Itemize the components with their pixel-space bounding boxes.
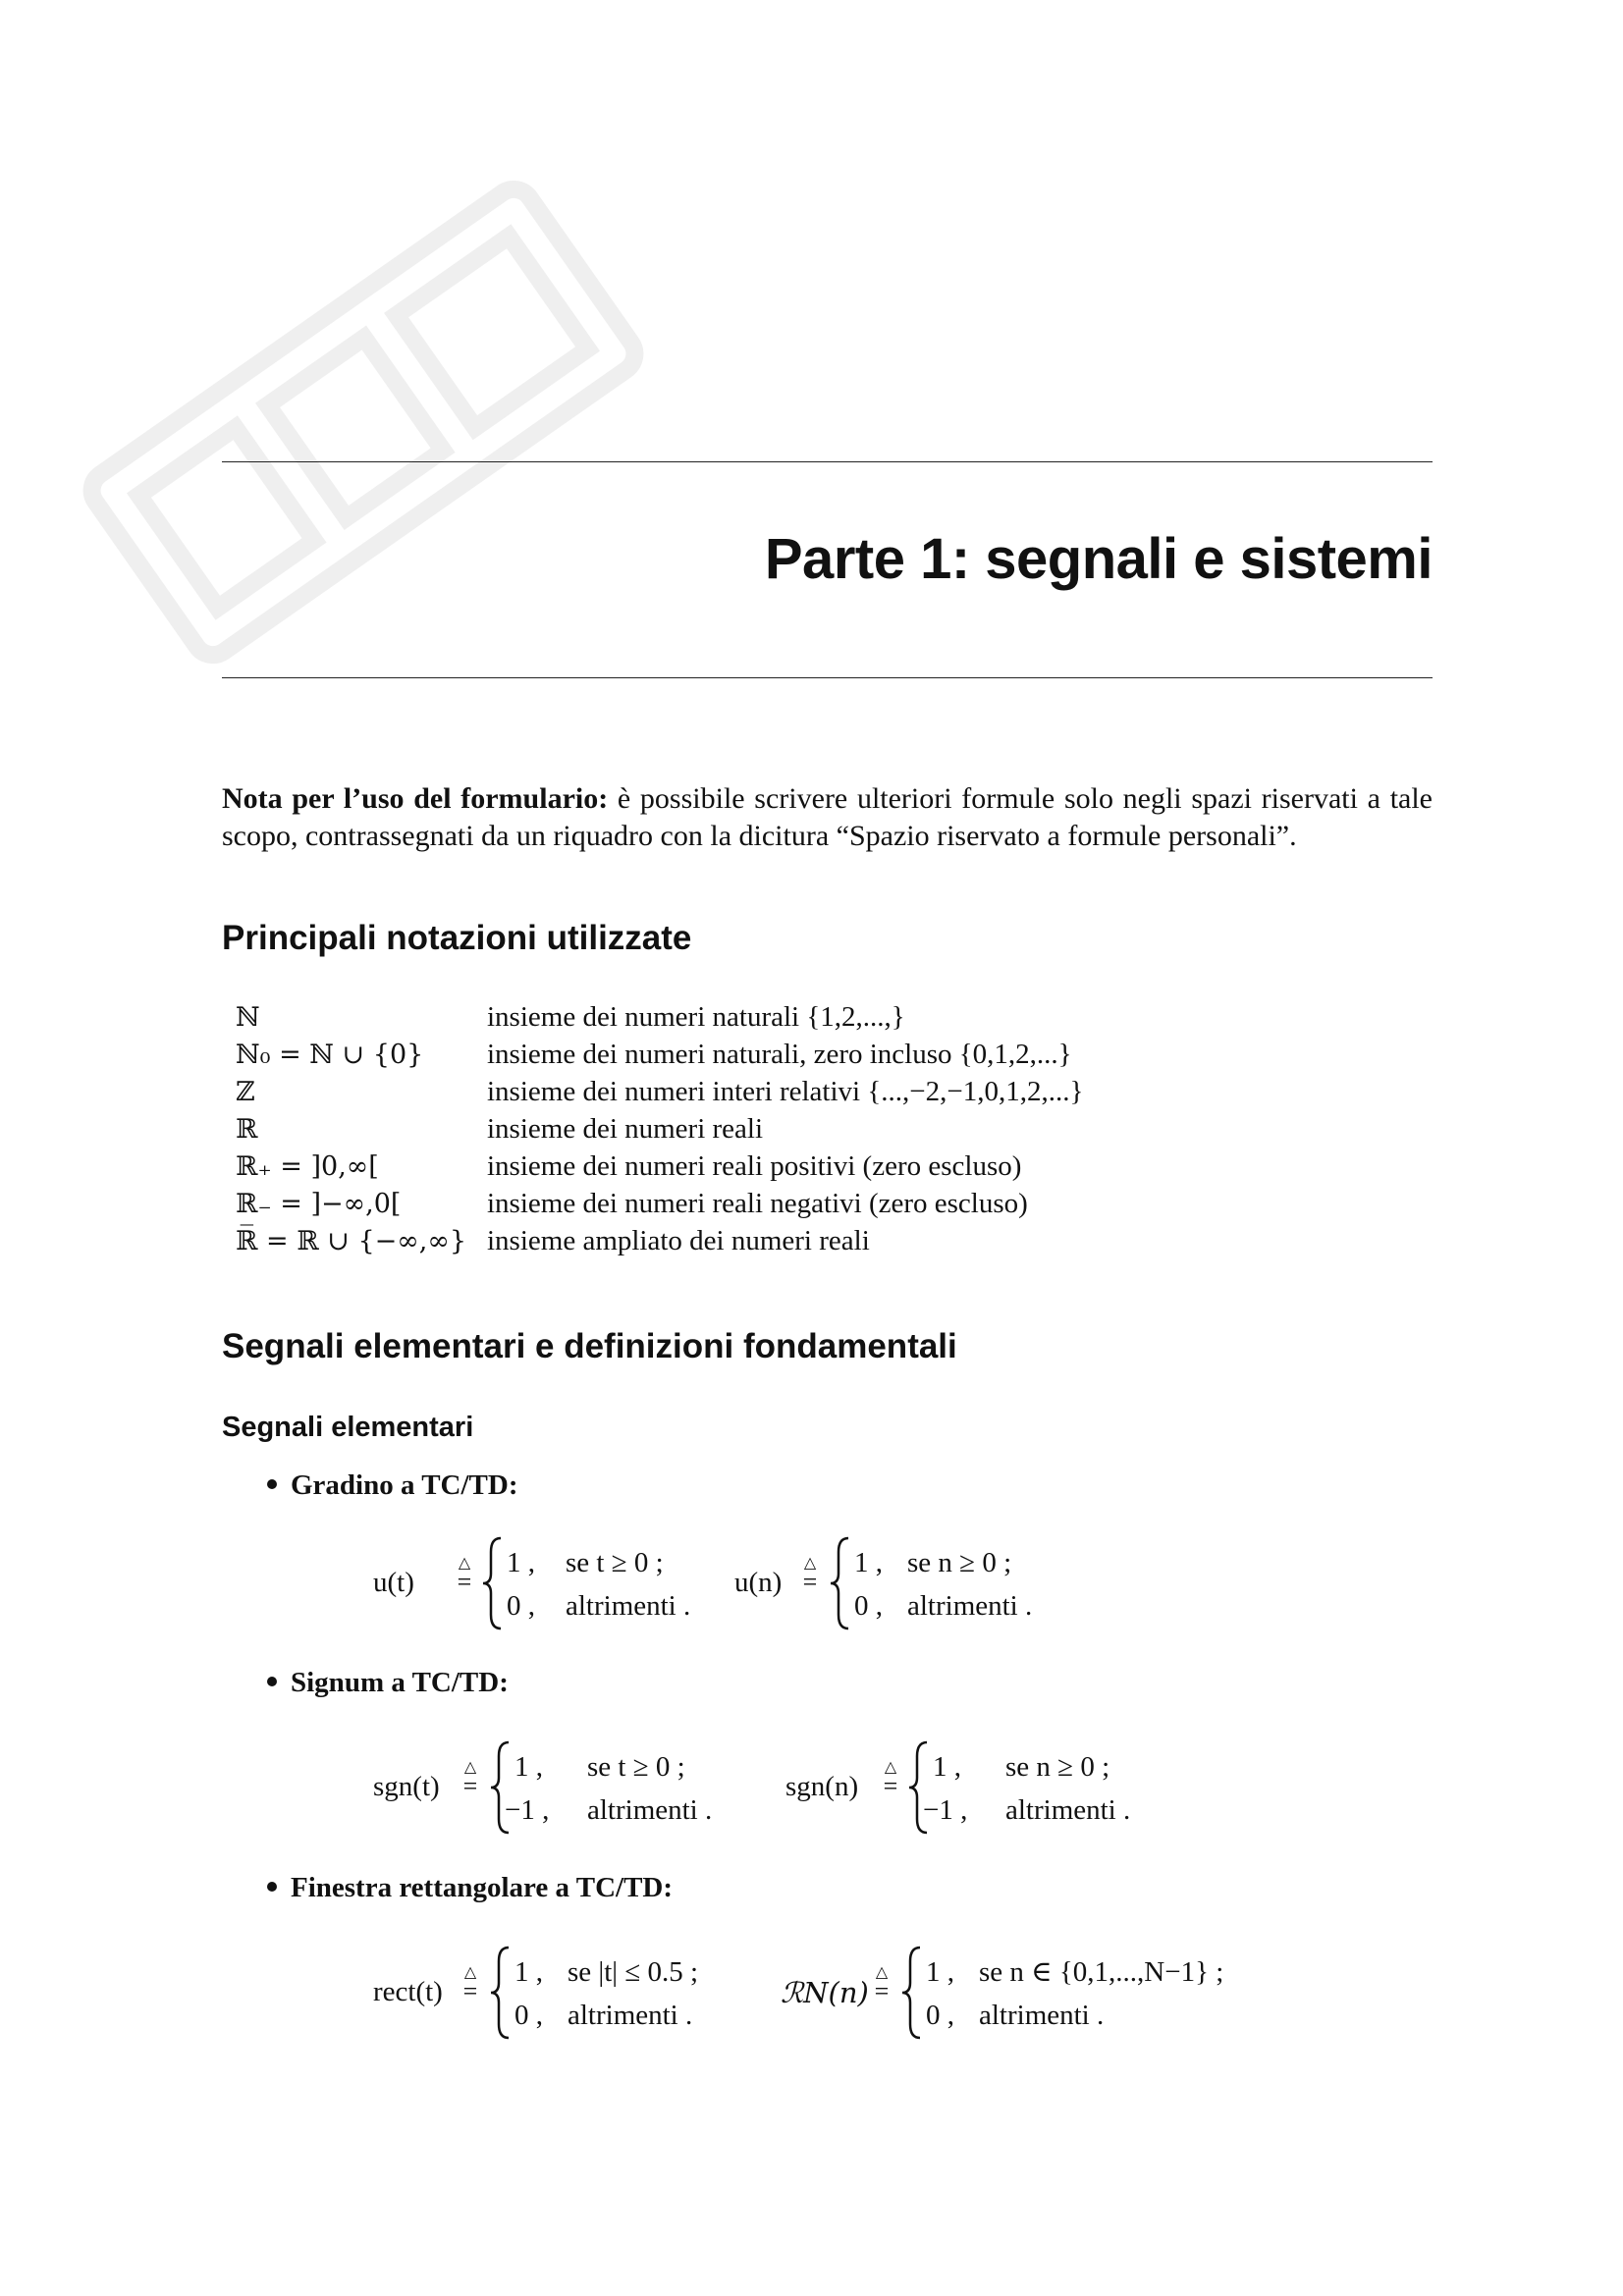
case-condition: altrimenti . bbox=[1005, 1794, 1131, 1826]
case-value: 1 , bbox=[514, 1956, 543, 1988]
formula-step-tc bbox=[373, 1534, 691, 1632]
case-condition: se t ≥ 0 ; bbox=[566, 1547, 664, 1578]
bullet-step bbox=[267, 1469, 518, 1502]
formula-lhs: sgn(n) bbox=[785, 1771, 859, 1802]
case-value: −1 , bbox=[923, 1794, 968, 1826]
case-condition: se n ≥ 0 ; bbox=[1005, 1751, 1110, 1783]
case-condition: altrimenti . bbox=[566, 1590, 691, 1622]
defeq-symbol: △ = bbox=[457, 1555, 472, 1596]
bullet-label: Gradino a TC/TD: bbox=[291, 1469, 518, 1501]
notation-description: insieme dei numeri reali positivi (zero escluso) bbox=[487, 1149, 1022, 1182]
case-value: 1 , bbox=[507, 1547, 535, 1578]
bottom-rule bbox=[222, 677, 1433, 678]
formula-lhs: u(n) bbox=[734, 1567, 783, 1598]
formula-step-td bbox=[734, 1534, 1049, 1632]
notation-symbol: ℤ bbox=[236, 1076, 255, 1107]
notation-description: insieme dei numeri reali bbox=[487, 1112, 764, 1145]
bullet-label: Finestra rettangolare a TC/TD: bbox=[291, 1872, 674, 1903]
formula-lhs: rect(t) bbox=[373, 1976, 443, 2007]
notation-symbol: ℝ bbox=[236, 1113, 258, 1145]
notation-row bbox=[236, 1185, 1083, 1222]
case-value: 0 , bbox=[507, 1590, 535, 1622]
notation-symbol: ℕ bbox=[236, 1001, 260, 1033]
notation-row bbox=[236, 998, 1083, 1036]
formula-signum-tc bbox=[373, 1738, 746, 1837]
case-condition: altrimenti . bbox=[587, 1794, 713, 1826]
case-condition: altrimenti . bbox=[568, 2000, 693, 2031]
notation-description: insieme dei numeri interi relativi {...,−2,−1,0,1,2,...} bbox=[487, 1075, 1084, 1107]
case-value: 1 , bbox=[514, 1751, 543, 1783]
bullet-dot-icon bbox=[267, 1677, 277, 1686]
usage-note bbox=[222, 780, 1433, 855]
case-value: 0 , bbox=[926, 2000, 954, 2031]
defeq-symbol: △ = bbox=[462, 1964, 478, 2005]
defeq-symbol: △ = bbox=[883, 1759, 898, 1800]
formula-signum-td bbox=[785, 1738, 1159, 1837]
notation-symbol: ℝ₋ = ]−∞,0[ bbox=[236, 1188, 402, 1219]
left-brace-icon bbox=[900, 1944, 924, 2042]
case-value: 1 , bbox=[933, 1751, 961, 1783]
formula-lhs: u(t) bbox=[373, 1567, 414, 1598]
notation-symbol: ℝ̅ = ℝ ∪ {−∞,∞} bbox=[236, 1225, 466, 1256]
case-value: 1 , bbox=[854, 1547, 883, 1578]
case-condition: altrimenti . bbox=[979, 2000, 1105, 2031]
left-brace-icon bbox=[489, 1944, 513, 2042]
bullet-label: Signum a TC/TD: bbox=[291, 1667, 509, 1698]
top-rule bbox=[222, 461, 1433, 462]
formula-lhs: sgn(t) bbox=[373, 1771, 440, 1802]
bullet-signum bbox=[267, 1667, 509, 1699]
notation-row bbox=[236, 1148, 1083, 1185]
defeq-symbol: △ = bbox=[802, 1555, 818, 1596]
signals-heading: Segnali elementari e definizioni fondamentali bbox=[222, 1327, 957, 1365]
notation-row bbox=[236, 1222, 1083, 1259]
page-title: Parte 1: segnali e sistemi bbox=[764, 527, 1433, 591]
case-condition: se t ≥ 0 ; bbox=[587, 1751, 685, 1783]
defeq-symbol: △ = bbox=[462, 1759, 478, 1800]
formula-rect-tc bbox=[373, 1944, 746, 2042]
left-brace-icon bbox=[829, 1534, 852, 1632]
notations-heading: Principali notazioni utilizzate bbox=[222, 919, 692, 957]
notation-description: insieme dei numeri naturali, zero incluso {0,1,2,...} bbox=[487, 1038, 1072, 1070]
case-value: 0 , bbox=[854, 1590, 883, 1622]
notations-table bbox=[236, 998, 1083, 1259]
case-condition: se |t| ≤ 0.5 ; bbox=[568, 1956, 699, 1988]
bullet-dot-icon bbox=[267, 1882, 277, 1892]
case-condition: se n ≥ 0 ; bbox=[907, 1547, 1012, 1578]
notation-description: insieme ampliato dei numeri reali bbox=[487, 1224, 870, 1256]
notation-description: insieme dei numeri naturali {1,2,...,} bbox=[487, 1000, 905, 1033]
usage-note-label: Nota per l’uso del formulario: bbox=[222, 782, 609, 815]
usage-note-text: è possibile scrivere ulteriori formule solo negli spazi riservati a tale scopo, contrassegnati da un riquadro con la dicitura “Spazio riservato a formule personali”. bbox=[222, 782, 1433, 852]
formula-rect-td bbox=[781, 1944, 1291, 2042]
watermark-logo bbox=[20, 177, 707, 667]
elementary-signals-subheading: Segnali elementari bbox=[222, 1412, 474, 1443]
notation-symbol: ℕ₀ = ℕ ∪ {0} bbox=[236, 1039, 424, 1070]
notation-row bbox=[236, 1110, 1083, 1148]
defeq-symbol: △ = bbox=[874, 1964, 890, 2005]
case-condition: se n ∈ {0,1,...,N−1} ; bbox=[979, 1956, 1224, 1988]
case-value: −1 , bbox=[505, 1794, 550, 1826]
formula-lhs: ℛN(n) bbox=[781, 1976, 869, 2009]
notation-symbol: ℝ₊ = ]0,∞[ bbox=[236, 1150, 379, 1182]
notation-description: insieme dei numeri reali negativi (zero escluso) bbox=[487, 1187, 1028, 1219]
case-condition: altrimenti . bbox=[907, 1590, 1033, 1622]
notation-row bbox=[236, 1073, 1083, 1110]
bullet-dot-icon bbox=[267, 1479, 277, 1489]
case-value: 1 , bbox=[926, 1956, 954, 1988]
left-brace-icon bbox=[481, 1534, 505, 1632]
case-value: 0 , bbox=[514, 2000, 543, 2031]
bullet-rect-window bbox=[267, 1872, 673, 1904]
notation-row bbox=[236, 1036, 1083, 1073]
